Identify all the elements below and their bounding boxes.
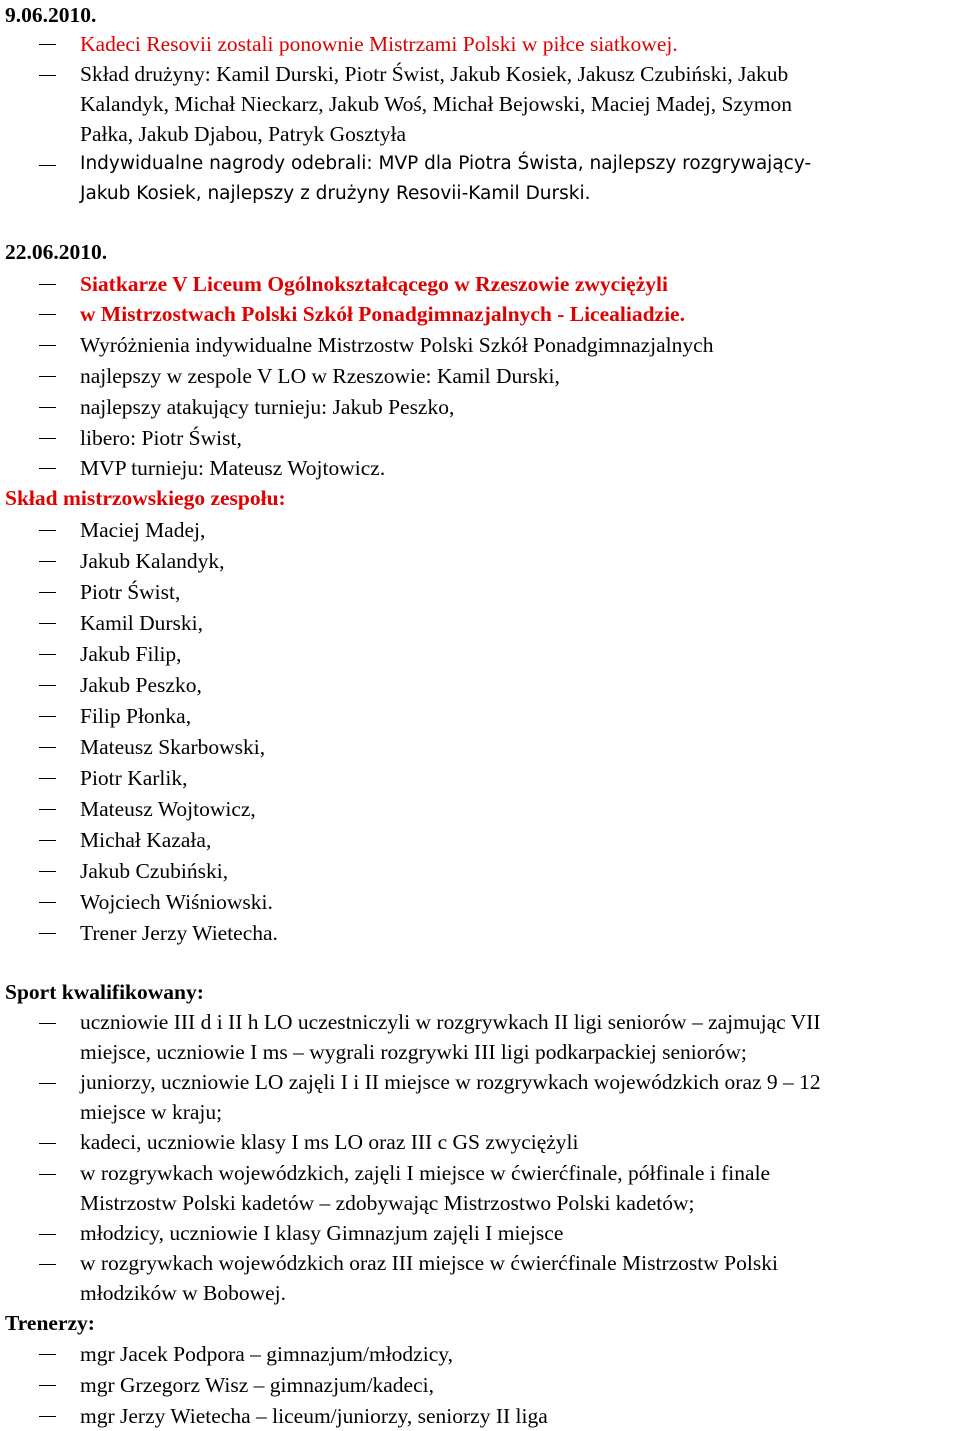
bullet-dash [39, 1174, 56, 1175]
trainer-item: mgr Grzegorz Wisz – gimnazjum/kadeci, [80, 1373, 434, 1397]
bullet-dash [39, 44, 56, 45]
sport-text-line: miejsce w kraju; [80, 1100, 223, 1124]
squad-text-line: Pałka, Jakub Djabou, Patryk Gosztyła [80, 122, 407, 146]
bullet-dash [39, 871, 56, 872]
squad-member: Jakub Kalandyk, [80, 549, 225, 573]
section-1-title: Kadeci Resovii zostali ponownie Mistrzami Polski w piłce siatkowej. [80, 32, 678, 56]
bullet-dash [39, 685, 56, 686]
list-item: MVP turnieju: Mateusz Wojtowicz. [80, 456, 386, 480]
bullet-dash [39, 809, 56, 810]
squad-member: Wojciech Wiśniowski. [80, 890, 273, 914]
squad-member: Jakub Filip, [80, 642, 182, 666]
squad-member: Mateusz Skarbowski, [80, 735, 266, 759]
squad-member: Mateusz Wojtowicz, [80, 797, 256, 821]
awards-text-line: Jakub Kosiek, najlepszy z drużyny Resovii-Kamil Durski. [80, 183, 591, 204]
squad-text-line: Kalandyk, Michał Nieckarz, Jakub Woś, Michał Bejowski, Maciej Madej, Szymon [80, 92, 792, 116]
bullet-dash [39, 314, 56, 315]
bullet-dash [39, 1143, 56, 1144]
bullet-dash [39, 654, 56, 655]
bullet-dash [39, 747, 56, 748]
squad-text-line: Skład drużyny: Kamil Durski, Piotr Świst, Jakub Kosiek, Jakusz Czubiński, Jakub [80, 62, 789, 86]
date-heading-1: 9.06.2010. [5, 3, 97, 27]
list-item: najlepszy w zespole V LO w Rzeszowie: Kamil Durski, [80, 364, 560, 388]
bullet-dash [39, 778, 56, 779]
squad-member: Piotr Karlik, [80, 766, 188, 790]
bullet-dash [39, 407, 56, 408]
sport-text-line: kadeci, uczniowie klasy I ms LO oraz III c GS zwyciężyli [80, 1130, 579, 1154]
trainers-heading: Trenerzy: [5, 1311, 95, 1335]
bullet-dash [39, 75, 56, 76]
bullet-dash [39, 1083, 56, 1084]
bullet-dash [39, 716, 56, 717]
sport-heading: Sport kwalifikowany: [5, 980, 204, 1004]
bullet-dash [39, 438, 56, 439]
squad-member: Maciej Madej, [80, 518, 206, 542]
awards-text-line: Indywidualne nagrody odebrali: MVP dla Piotra Śwista, najlepszy rozgrywający- [80, 153, 812, 174]
squad-member: Piotr Świst, [80, 580, 181, 604]
bullet-dash [39, 345, 56, 346]
bullet-dash [39, 561, 56, 562]
section-2-title: Siatkarze V Liceum Ogólnokształcącego w Rzeszowie zwyciężyli [80, 272, 668, 296]
bullet-dash [39, 1264, 56, 1265]
coach-line: Trener Jerzy Wietecha. [80, 921, 278, 945]
bullet-dash [39, 376, 56, 377]
bullet-dash [39, 1234, 56, 1235]
sport-text-line: juniorzy, uczniowie LO zajęli I i II miejsce w rozgrywkach wojewódzkich oraz 9 – 12 [80, 1070, 821, 1094]
bullet-dash [39, 530, 56, 531]
bullet-dash [39, 1416, 56, 1417]
list-item: Wyróżnienia indywidualne Mistrzostw Polski Szkół Ponadgimnazjalnych [80, 333, 714, 357]
bullet-dash [39, 902, 56, 903]
sport-text-line: uczniowie III d i II h LO uczestniczyli w rozgrywkach II ligi seniorów – zajmując VII [80, 1010, 821, 1034]
list-item: najlepszy atakujący turnieju: Jakub Peszko, [80, 395, 455, 419]
section-2-title: w Mistrzostwach Polski Szkół Ponadgimnazjalnych - Licealiadzie. [80, 302, 685, 326]
squad-member: Kamil Durski, [80, 611, 204, 635]
sport-text-line: młodzicy, uczniowie I klasy Gimnazjum zajęli I miejsce [80, 1221, 564, 1245]
bullet-dash [39, 1385, 56, 1386]
list-item: libero: Piotr Świst, [80, 426, 242, 450]
bullet-dash [39, 1023, 56, 1024]
bullet-dash [39, 592, 56, 593]
squad-member: Jakub Peszko, [80, 673, 202, 697]
bullet-dash [39, 840, 56, 841]
sport-text-line: młodzików w Bobowej. [80, 1281, 287, 1305]
bullet-dash [39, 623, 56, 624]
bullet-dash [39, 468, 56, 469]
bullet-dash [39, 933, 56, 934]
trainer-item: mgr Jacek Podpora – gimnazjum/młodzicy, [80, 1342, 453, 1366]
bullet-dash [39, 165, 56, 166]
squad-member: Michał Kazała, [80, 828, 212, 852]
sport-text-line: w rozgrywkach wojewódzkich, zajęli I miejsce w ćwierćfinale, półfinale i finale [80, 1161, 771, 1185]
bullet-dash [39, 284, 56, 285]
trainer-item: mgr Jerzy Wietecha – liceum/juniorzy, seniorzy II liga [80, 1404, 548, 1428]
bullet-dash [39, 1354, 56, 1355]
date-heading-2: 22.06.2010. [5, 240, 108, 264]
squad-member: Filip Płonka, [80, 704, 192, 728]
sport-text-line: Mistrzostw Polski kadetów – zdobywając Mistrzostwo Polski kadetów; [80, 1191, 695, 1215]
squad-heading: Skład mistrzowskiego zespołu: [5, 486, 286, 510]
sport-text-line: w rozgrywkach wojewódzkich oraz III miejsce w ćwierćfinale Mistrzostw Polski [80, 1251, 778, 1275]
squad-member: Jakub Czubiński, [80, 859, 229, 883]
sport-text-line: miejsce, uczniowie I ms – wygrali rozgrywki III ligi podkarpackiej seniorów; [80, 1040, 747, 1064]
